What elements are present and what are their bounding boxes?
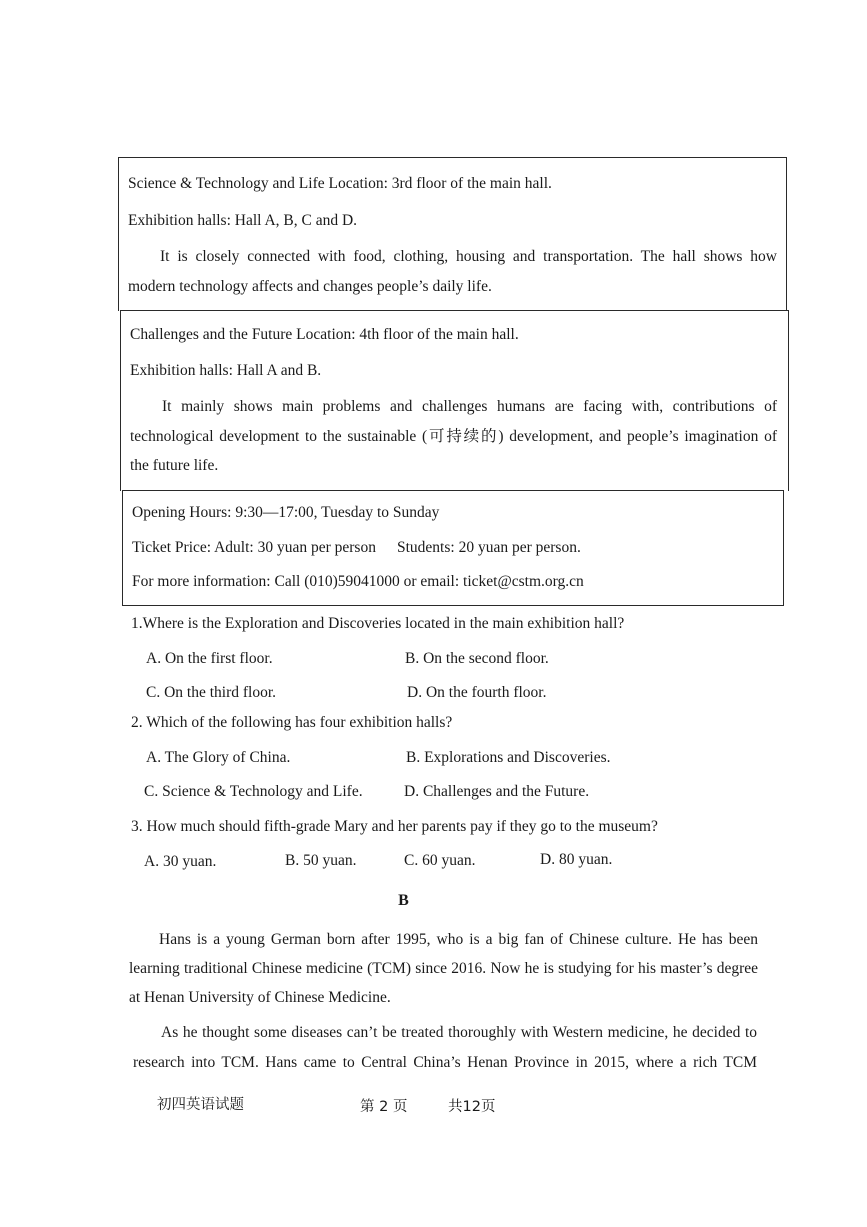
ticket-price-students: Students: 20 yuan per person. — [397, 539, 581, 556]
question-2-option-b: B. Explorations and Discoveries. — [406, 749, 611, 766]
more-information: For more information: Call (010)59041000 or email: ticket@cstm.org.cn — [132, 573, 584, 590]
section-b-p2-line2: research into TCM. Hans came to Central China’s Henan Province in 2015, where a rich TCM — [133, 1054, 757, 1071]
question-3-option-a: A. 30 yuan. — [144, 853, 217, 870]
question-3-option-d: D. 80 yuan. — [540, 851, 613, 868]
section-b-p1-line2: learning traditional Chinese medicine (TCM) since 2016. Now he is studying for his master’s degree — [129, 960, 758, 977]
box2-location: Challenges and the Future Location: 4th floor of the main hall. — [130, 326, 519, 343]
footer-exam-title: 初四英语试题 — [157, 1097, 244, 1113]
box1-desc-line2: modern technology affects and changes people’s daily life. — [128, 278, 492, 295]
question-3-option-c: C. 60 yuan. — [404, 852, 476, 869]
question-1-option-d: D. On the fourth floor. — [407, 684, 547, 701]
footer-total-pages: 共12页 — [448, 1099, 496, 1115]
question-2-option-d: D. Challenges and the Future. — [404, 783, 590, 800]
question-1-stem: 1.Where is the Exploration and Discoveries located in the main exhibition hall? — [131, 615, 625, 632]
box1-halls: Exhibition halls: Hall A, B, C and D. — [128, 212, 358, 229]
box1-desc-line1: It is closely connected with food, clothing, housing and transportation. The hall shows how — [160, 248, 777, 265]
box2-halls: Exhibition halls: Hall A and B. — [130, 362, 322, 379]
box1-location: Science & Technology and Life Location: 3rd floor of the main hall. — [128, 175, 552, 192]
footer-page-number: 第 2 页 — [360, 1099, 408, 1115]
opening-hours: Opening Hours: 9:30—17:00, Tuesday to Sunday — [132, 504, 440, 521]
box2-desc-line1: It mainly shows main problems and challenges humans are facing with, contributions of — [162, 398, 777, 415]
section-b-p1-line1: Hans is a young German born after 1995, who is a big fan of Chinese culture. He has been — [159, 931, 758, 948]
question-1-option-b: B. On the second floor. — [405, 650, 549, 667]
question-2-option-c: C. Science & Technology and Life. — [144, 783, 363, 800]
section-b-heading: B — [398, 892, 409, 909]
section-b-p1-line3: at Henan University of Chinese Medicine. — [129, 989, 391, 1006]
question-1-option-c: C. On the third floor. — [146, 684, 277, 701]
question-2-option-a: A. The Glory of China. — [146, 749, 291, 766]
box2-desc-line2: technological development to the sustainable (可持续的) development, and people’s imagination of — [130, 428, 777, 445]
ticket-price-adult: Ticket Price: Adult: 30 yuan per person — [132, 539, 376, 556]
box2-desc-line3: the future life. — [130, 457, 219, 474]
question-3-option-b: B. 50 yuan. — [285, 852, 357, 869]
question-2-stem: 2. Which of the following has four exhibition halls? — [131, 714, 453, 731]
question-1-option-a: A. On the first floor. — [146, 650, 273, 667]
section-b-p2-line1: As he thought some diseases can’t be treated thoroughly with Western medicine, he decided to — [161, 1024, 757, 1041]
question-3-stem: 3. How much should fifth-grade Mary and her parents pay if they go to the museum? — [131, 818, 658, 835]
